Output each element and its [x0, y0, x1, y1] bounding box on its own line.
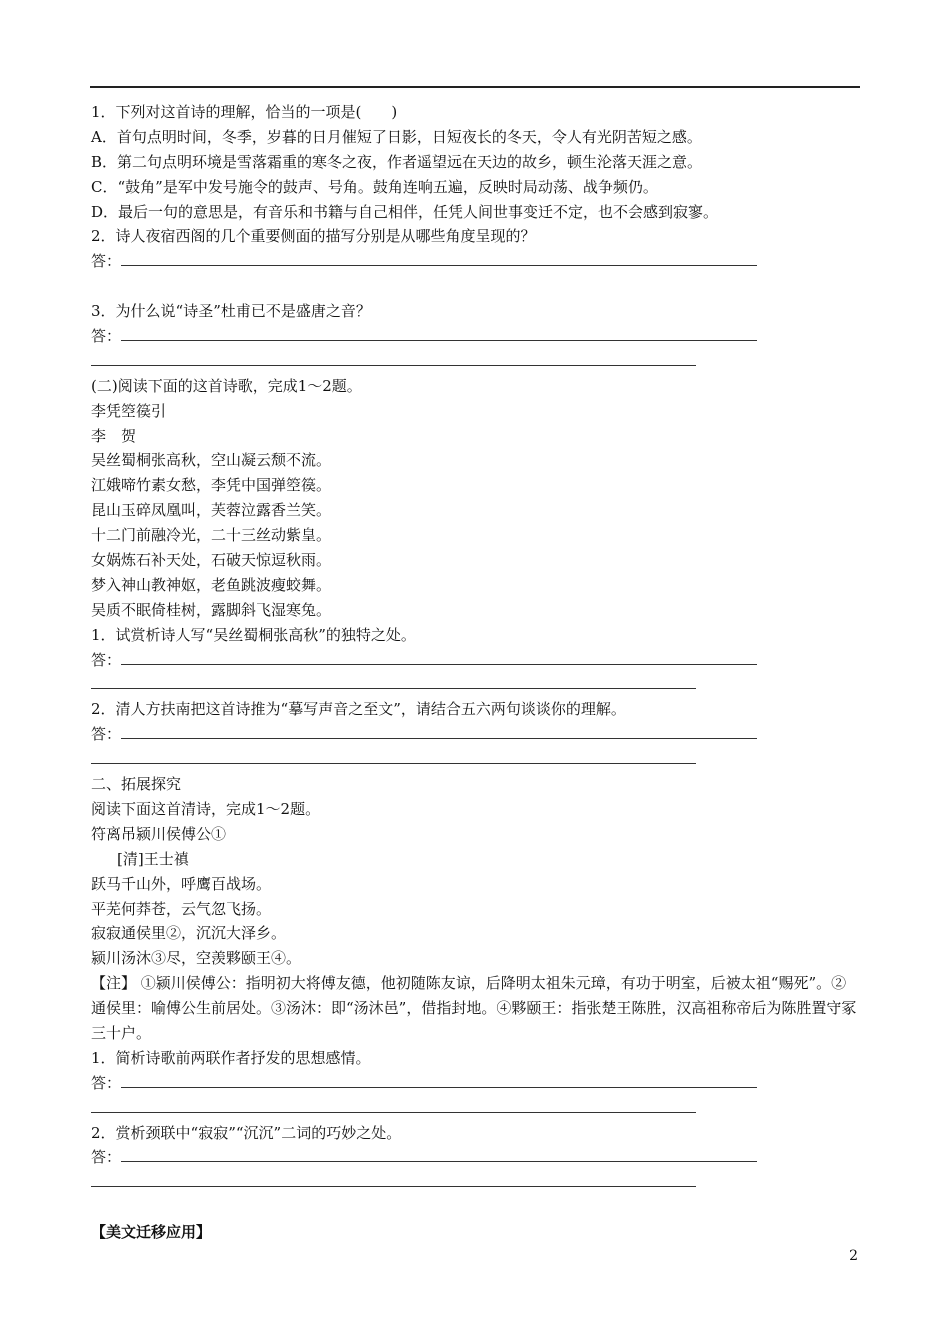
answer-blank[interactable]: [91, 351, 696, 366]
poem-line: 女娲炼石补天处，石破天惊逗秋雨。: [91, 551, 332, 570]
answer-line[interactable]: [91, 648, 861, 673]
answer-line[interactable]: [91, 722, 861, 747]
answer-blank[interactable]: [91, 1098, 696, 1113]
answer-continuation[interactable]: [91, 1096, 861, 1121]
section-3-intro: 阅读下面这首清诗，完成1～2题。: [91, 799, 321, 818]
answer-blank[interactable]: [121, 1073, 757, 1088]
poem-line: 十二门前融冷光，二十三丝动紫皇。: [91, 526, 332, 545]
poem-author: 李 贺: [91, 426, 137, 445]
poem-line: 颍川汤沐③尽，空羡夥颐王④。: [91, 949, 302, 968]
question-2: 2．诗人夜宿西阁的几个重要侧面的描写分别是从哪些角度呈现的？: [91, 227, 536, 246]
section-3-heading: 二、拓展探究: [91, 775, 182, 794]
poem-author: [清]王士禛: [117, 849, 189, 868]
answer-label: 答：: [91, 1148, 122, 1167]
answer-blank[interactable]: [121, 1147, 757, 1162]
option-a: A．首句点明时间，冬季，岁暮的日月催短了日影，日短夜长的冬天，令人有光阴苦短之感。: [91, 127, 702, 146]
question-3: 3．为什么说“诗圣”杜甫已不是盛唐之音？: [91, 302, 371, 321]
spacer: [91, 274, 861, 299]
poem-line: 昆山玉碎凤凰叫，芙蓉泣露香兰笑。: [91, 501, 332, 520]
answer-label: 答：: [91, 252, 122, 271]
header-rule: [90, 86, 860, 88]
poem-title: 符离吊颍川侯傅公①: [91, 824, 227, 843]
question-1-stem: 1．下列对这首诗的理解，恰当的一项是( ): [91, 103, 398, 121]
section-3-question-2: 2．赏析颈联中“寂寂”“沉沉”二词的巧妙之处。: [91, 1123, 402, 1142]
answer-blank[interactable]: [91, 1172, 696, 1187]
poem-line: 寂寂通侯里②，沉沉大泽乡。: [91, 924, 287, 943]
answer-blank[interactable]: [91, 749, 696, 764]
answer-blank[interactable]: [91, 674, 696, 689]
option-b: B．第二句点明环境是雪落霜重的寒冬之夜，作者遥望远在天边的故乡，顿生沦落天涯之意。: [91, 152, 703, 171]
page-number: 2: [849, 1248, 858, 1264]
poem-title: 李凭箜篌引: [91, 401, 167, 420]
footnote: 【注】 ①颍川侯傅公：指明初大将傅友德，他初随陈友谅，后降明太祖朱元璋，有功于明室，后被太祖“赐死”。②通侯里：喻傅公生前居处。③汤沐：即“汤沐邑”，借指封地。④夥颐王：指张楚王陈胜，汉高祖称帝后为陈胜置守冢三十户。: [91, 974, 857, 1042]
section-2-intro: (二)阅读下面的这首诗歌，完成1～2题。: [91, 376, 362, 395]
answer-blank[interactable]: [121, 251, 757, 266]
answer-continuation[interactable]: [91, 747, 861, 772]
poem-line: 江娥啼竹素女愁，李凭中国弹箜篌。: [91, 476, 332, 495]
poem-line: 梦入神山教神妪，老鱼跳波瘦蛟舞。: [91, 575, 332, 594]
answer-blank[interactable]: [121, 326, 757, 341]
poem-line: 吴丝蜀桐张高秋，空山凝云颓不流。: [91, 451, 332, 470]
answer-continuation[interactable]: [91, 1170, 861, 1195]
section-2-question-2: 2．清人方扶南把这首诗推为“摹写声音之至文”，请结合五六两句谈谈你的理解。: [91, 700, 626, 719]
answer-line[interactable]: [91, 1145, 861, 1170]
option-c: C．“鼓角”是军中发号施令的鼓声、号角。鼓角连响五遍，反映时局动荡、战争频仍。: [91, 177, 658, 196]
answer-label: 答：: [91, 327, 122, 346]
answer-line[interactable]: [91, 249, 861, 274]
answer-label: 答：: [91, 725, 122, 744]
answer-blank[interactable]: [121, 650, 757, 665]
document-body: [91, 100, 861, 1245]
spacer: [91, 1195, 861, 1220]
poem-line: 吴质不眠倚桂树，露脚斜飞湿寒兔。: [91, 600, 332, 619]
answer-continuation[interactable]: [91, 349, 861, 374]
footer-heading: 【美文迁移应用】: [91, 1223, 212, 1242]
answer-label: 答：: [91, 1073, 122, 1092]
answer-continuation[interactable]: [91, 672, 861, 697]
answer-blank[interactable]: [121, 724, 757, 739]
answer-line[interactable]: [91, 1071, 861, 1096]
poem-line: 跃马千山外，呼鹰百战场。: [91, 874, 272, 893]
option-d: D．最后一句的意思是，有音乐和书籍与自己相伴，任凭人间世事变迁不定，也不会感到寂寥。: [91, 202, 719, 221]
answer-label: 答：: [91, 650, 122, 669]
answer-line[interactable]: [91, 324, 861, 349]
section-2-question-1: 1．试赏析诗人写“吴丝蜀桐张高秋”的独特之处。: [91, 625, 416, 644]
poem-line: 平芜何莽苍，云气忽飞扬。: [91, 899, 272, 918]
section-3-question-1: 1．简析诗歌前两联作者抒发的思想感情。: [91, 1048, 371, 1067]
